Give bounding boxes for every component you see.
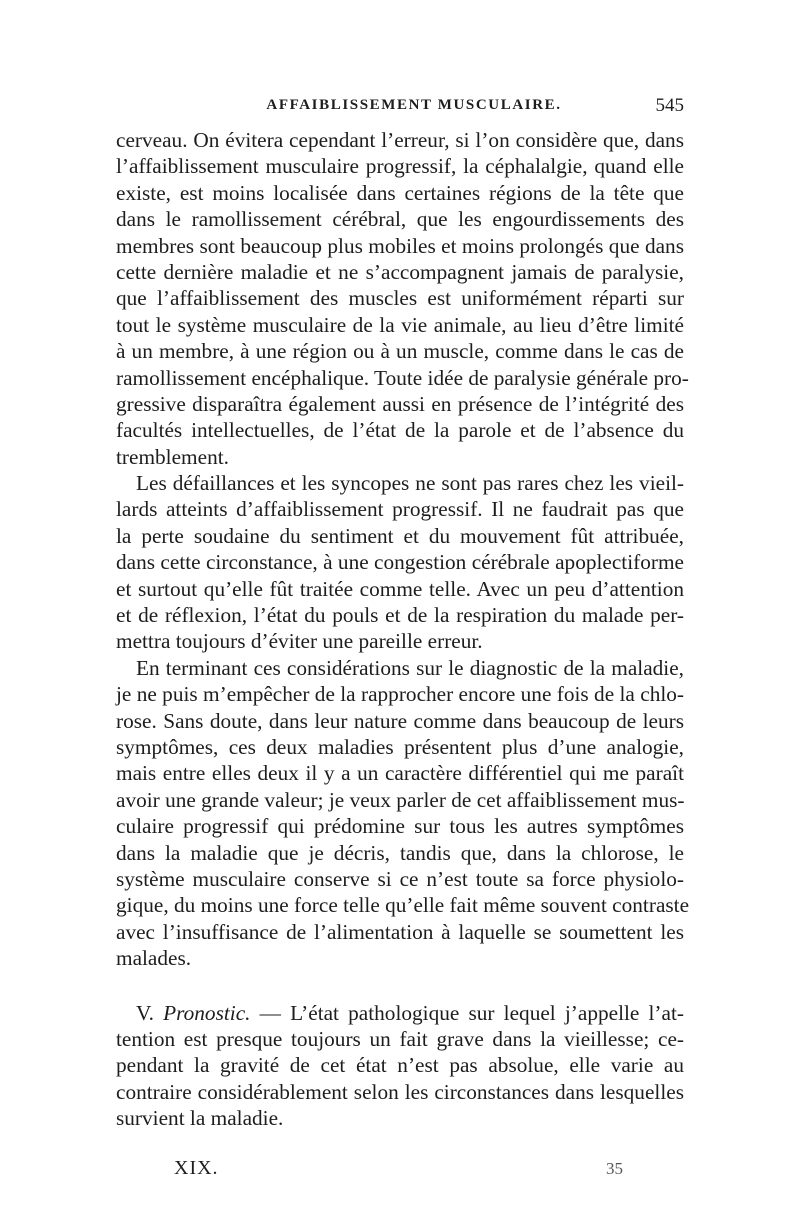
text-line: dans la maladie que je décris, tandis que, dans la chlorose, le (116, 840, 684, 865)
text-line: existe, est moins localisée dans certaines régions de la tête que (116, 180, 684, 205)
section-heading: Pronostic. (163, 1000, 251, 1025)
text-line: je ne puis m’empêcher de la rapprocher encore une fois de la chlo- (116, 682, 684, 707)
text-line: gique, du moins une force telle qu’elle fait même souvent contraste (116, 893, 690, 918)
text-line: mais entre elles deux il y a un caractère différentiel qui me paraît (116, 761, 684, 786)
text-line: membres sont beaucoup plus mobiles et moins prolongés que dans (116, 233, 684, 258)
sheet-number: 35 (606, 1159, 623, 1178)
text-line: cette dernière maladie et ne s’accompagnent jamais de paralysie, (116, 259, 684, 284)
text-line: lards atteints d’affaiblissement progressif. Il ne faudrait pas que (116, 497, 684, 522)
paragraph-chlorose (116, 655, 690, 972)
text-line: dans cette circonstance, à une congestion cérébrale apoplectiforme (116, 550, 684, 575)
text-line: à un membre, à une région ou à un muscle, comme dans le cas de (116, 339, 684, 364)
running-head (116, 95, 684, 125)
page-number: 545 (655, 95, 684, 116)
text-line: Les défaillances et les syncopes ne sont pas rares chez les vieil- (136, 471, 684, 496)
text-line: avec l’insuffisance de l’alimentation à laquelle se soumettent les (116, 919, 684, 944)
running-title: AFFAIBLISSEMENT MUSCULAIRE. (266, 97, 562, 113)
text-line: tention est presque toujours un fait grave dans la vieillesse; ce- (116, 1026, 684, 1051)
text-line: En terminant ces considérations sur le diagnostic de la maladie, (136, 655, 684, 680)
text-line: et surtout qu’elle fût traitée comme telle. Avec un peu d’attention (116, 576, 684, 601)
text-line: ramollissement encéphalique. Toute idée de paralysie générale pro- (116, 365, 689, 390)
text-line: gressive disparaîtra également aussi en présence de l’intégrité des (116, 391, 684, 416)
text-line: mettra toujours d’éviter une pareille erreur. (116, 629, 483, 654)
text-line (116, 1000, 684, 1026)
text-line: malades. (116, 946, 192, 971)
paragraph-syncopes (116, 470, 684, 655)
text-line: et de réflexion, l’état du pouls et de la respiration du malade per- (116, 603, 684, 628)
page-footer (116, 1157, 684, 1185)
section-pronostic (116, 1000, 684, 1132)
text-line: dans le ramollissement cérébral, que les engourdissements des (116, 207, 684, 232)
text-line: tremblement. (116, 444, 229, 469)
text-line: cerveau. On évitera cependant l’erreur, si l’on considère que, dans (116, 128, 684, 152)
text-line: tout le système musculaire de la vie animale, au lieu d’être limité (116, 312, 684, 337)
text-line: que l’affaiblissement des muscles est uniformément réparti sur (116, 286, 684, 311)
section-gap (116, 972, 684, 1000)
text-line: rose. Sans doute, dans leur nature comme dans beaucoup de leurs (116, 708, 684, 733)
text-line: avoir une grande valeur; je veux parler de cet affaiblissement mus- (116, 787, 685, 812)
body-text (116, 127, 690, 1131)
text-line: contraire considérablement selon les circonstances dans lesquelles (116, 1079, 684, 1104)
paragraph-continuation (116, 127, 689, 470)
text-line: l’affaiblissement musculaire progressif, la céphalalgie, quand elle (116, 154, 684, 179)
text-line: système musculaire conserve si ce n’est toute sa force physiolo- (116, 866, 684, 891)
text-line: la perte soudaine du sentiment et du mouvement fût attribuée, (116, 523, 684, 548)
text-line: culaire progressif qui prédomine sur tous les autres symptômes (116, 814, 684, 839)
text-line: facultés intellectuelles, de l’état de la parole et de l’absence du (116, 418, 684, 443)
text-line: symptômes, ces deux maladies présentent plus d’une analogie, (116, 734, 684, 759)
section-text: — L’état pathologique sur lequel j’appelle l’at- (250, 1000, 684, 1025)
section-numeral: V. (136, 1000, 154, 1025)
text-line: survient la maladie. (116, 1106, 284, 1131)
signature-mark: XIX. (174, 1157, 219, 1179)
text-line: pendant la gravité de cet état n’est pas absolue, elle varie au (116, 1053, 684, 1078)
